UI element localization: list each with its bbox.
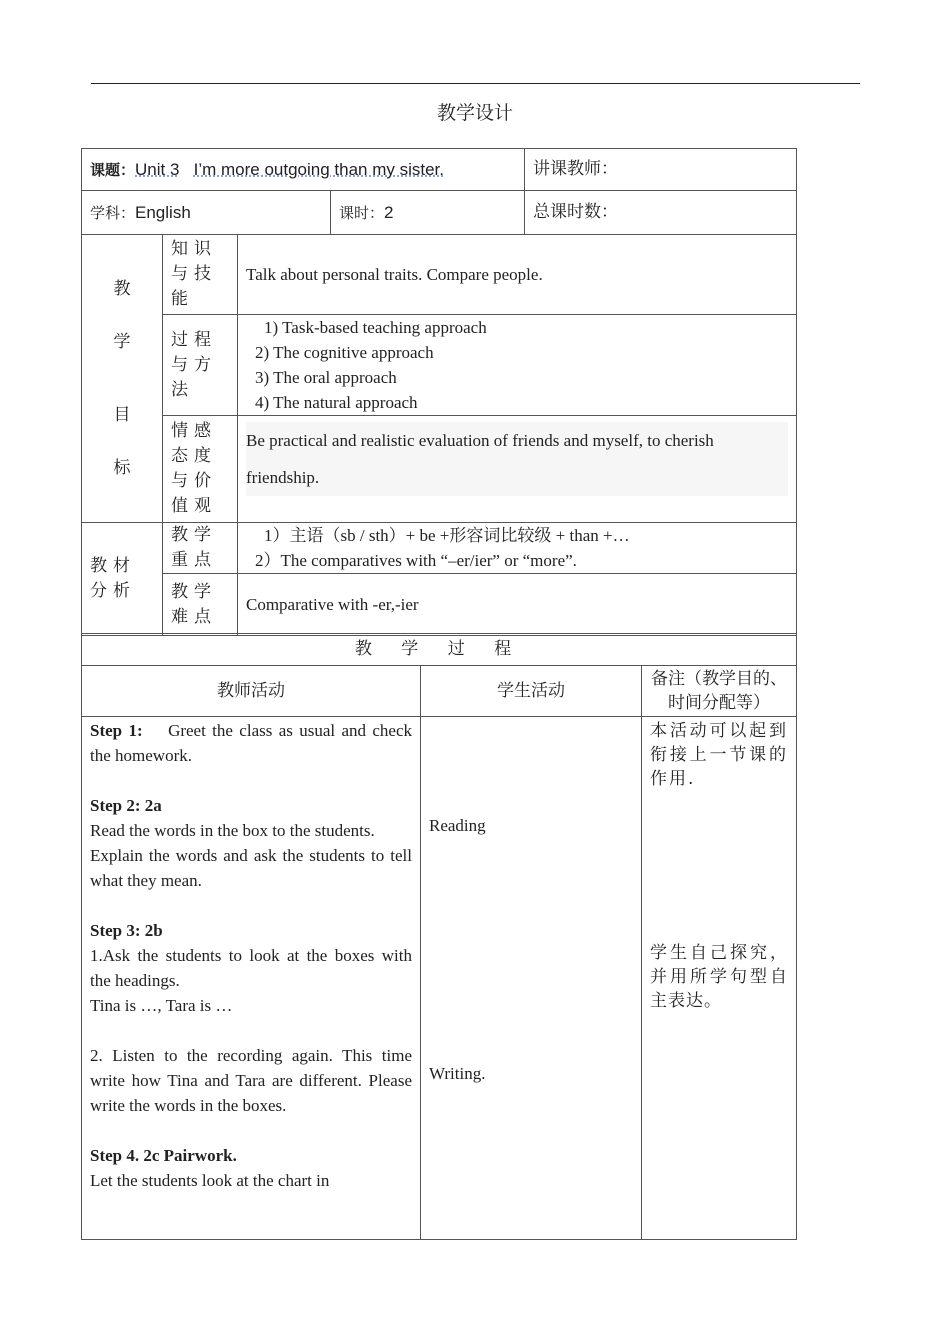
step-heading: Step 3: 2b bbox=[90, 921, 163, 940]
header-table bbox=[81, 148, 797, 235]
teacher-cell bbox=[525, 149, 797, 191]
key-points-label: 教学重点 bbox=[163, 523, 238, 574]
method-item: 1) Task-based teaching approach bbox=[264, 318, 487, 337]
subject-label: 学科： bbox=[90, 203, 136, 222]
teacher-label: 讲课教师： bbox=[533, 159, 618, 179]
student-activities bbox=[421, 717, 642, 1240]
objective-attitude-label: 情感态度与价值观 bbox=[163, 416, 238, 523]
col-student-header: 学生活动 bbox=[421, 666, 642, 717]
step-text: Greet the class as usual and check the homework. bbox=[90, 721, 413, 765]
total-label: 总课时数： bbox=[533, 202, 618, 222]
objectives-label-char: 学 bbox=[113, 331, 131, 352]
method-item: 4) The natural approach bbox=[255, 393, 418, 412]
subject-value: English bbox=[135, 202, 191, 222]
objective-method-content bbox=[238, 315, 797, 416]
subject-cell bbox=[82, 191, 331, 235]
step-text: 1.Ask the students to look at the boxes with the headings. bbox=[90, 946, 412, 990]
note-text: 本活动可以起到衔接上一节课的作用. bbox=[650, 721, 789, 789]
objectives-label-char: 教 bbox=[113, 278, 131, 299]
document-title: 教学设计 bbox=[436, 102, 513, 124]
objective-method-label: 过程与方法 bbox=[163, 315, 238, 416]
objective-knowledge-content: Talk about personal traits. Compare people. bbox=[238, 235, 797, 315]
col-notes-header: 备注（教学目的、时间分配等） bbox=[642, 666, 797, 717]
topic-unit: Unit 3 bbox=[135, 159, 180, 179]
objective-attitude-content bbox=[238, 416, 797, 523]
objective-knowledge-label: 知识与技能 bbox=[163, 235, 238, 315]
attitude-text: Be practical and realistic evaluation of friends and myself, to cherish friendship. bbox=[246, 422, 788, 496]
period-cell bbox=[331, 191, 525, 235]
topic-label: 课题： bbox=[90, 160, 136, 179]
period-value: 2 bbox=[384, 202, 394, 222]
student-activity: Reading bbox=[429, 816, 486, 835]
period-label: 课时： bbox=[339, 203, 385, 222]
step-heading: Step 4. 2c Pairwork. bbox=[90, 1146, 237, 1165]
total-cell bbox=[525, 191, 797, 235]
note-text: 学生自己探究，并用所学句型自主表达。 bbox=[650, 943, 789, 1011]
difficulty-content: Comparative with -er,-ier bbox=[238, 574, 797, 636]
header-rule bbox=[91, 83, 860, 84]
step-text: Read the words in the box to the students. bbox=[90, 821, 375, 840]
key-point-item: 2）The comparatives with “–er/ier” or “more”. bbox=[255, 551, 577, 570]
objectives-label-char: 标 bbox=[113, 457, 131, 478]
process-table bbox=[81, 633, 797, 1240]
col-teacher-header: 教师活动 bbox=[82, 666, 421, 717]
step-heading: Step 1: bbox=[90, 721, 143, 740]
method-item: 3) The oral approach bbox=[255, 368, 397, 387]
analysis-label: 教材分析 bbox=[82, 523, 163, 636]
teacher-activities bbox=[82, 717, 421, 1240]
objectives-label-char: 目 bbox=[113, 404, 131, 425]
key-points-content bbox=[238, 523, 797, 574]
objectives-table bbox=[81, 234, 797, 636]
step-text: Tina is …, Tara is … bbox=[90, 996, 233, 1015]
step-heading: Step 2: 2a bbox=[90, 796, 162, 815]
step-1 bbox=[90, 718, 412, 768]
step-text: Let the students look at the chart in bbox=[90, 1171, 330, 1190]
topic-title: I’m more outgoing than my sister. bbox=[193, 159, 444, 179]
key-point-item: 1）主语（sb / sth）+ be +形容词比较级 + than +… bbox=[264, 526, 630, 545]
process-title: 教 学 过 程 bbox=[82, 634, 797, 666]
student-activity: Writing. bbox=[429, 1064, 486, 1083]
step-text: Explain the words and ask the students to tell what they mean. bbox=[90, 846, 412, 890]
objectives-label bbox=[82, 235, 163, 523]
topic-cell bbox=[82, 149, 525, 191]
method-item: 2) The cognitive approach bbox=[255, 343, 434, 362]
difficulty-label: 教学难点 bbox=[163, 574, 238, 636]
notes-column bbox=[642, 717, 797, 1240]
step-text: 2. Listen to the recording again. This time write how Tina and Tara are different. Please write the words in the boxes. bbox=[90, 1046, 412, 1115]
